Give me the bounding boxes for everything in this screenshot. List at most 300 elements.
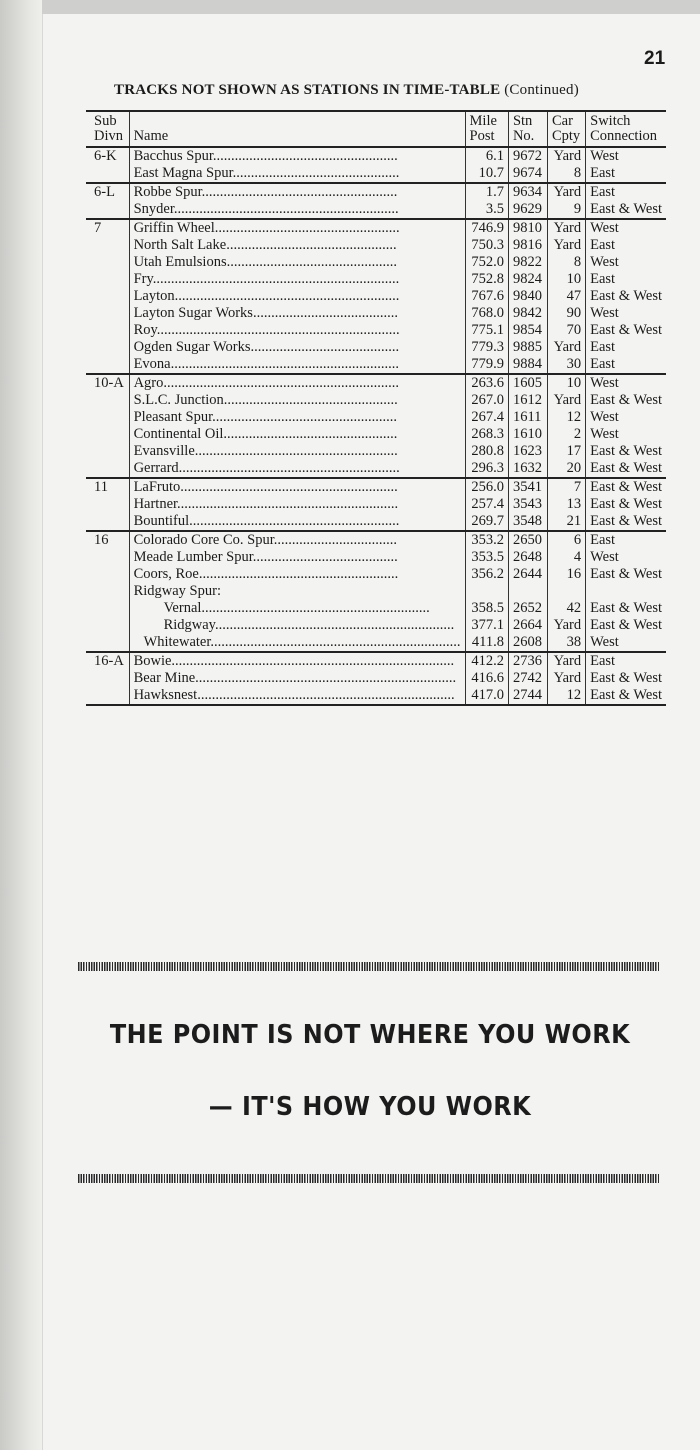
table-row bbox=[86, 271, 666, 288]
cell-car-cpty: Yard bbox=[547, 392, 585, 409]
track-name: Hawksnest bbox=[133, 687, 198, 703]
cell-car-cpty: 10 bbox=[547, 374, 585, 392]
cell-stn-no: 9822 bbox=[508, 254, 547, 271]
track-name: Whitewater bbox=[143, 634, 211, 650]
cell-mile-post: 280.8 bbox=[465, 443, 508, 460]
cell-stn-no: 9629 bbox=[508, 201, 547, 219]
cell-name bbox=[129, 460, 465, 478]
cell-mile-post: 263.6 bbox=[465, 374, 508, 392]
leader-dots: ............................................................... bbox=[170, 356, 399, 372]
cell-switch-connection: East bbox=[586, 271, 666, 288]
cell-switch-connection: East bbox=[586, 165, 666, 183]
table-row bbox=[86, 339, 666, 356]
track-name: Roy bbox=[133, 322, 157, 338]
cell-name bbox=[129, 305, 465, 322]
track-name: East Magna Spur bbox=[133, 165, 233, 181]
track-name: Ridgway bbox=[163, 617, 215, 633]
table-row bbox=[86, 443, 666, 460]
cell-stn-no: 9884 bbox=[508, 356, 547, 374]
cell-mile-post: 752.0 bbox=[465, 254, 508, 271]
track-name: Pleasant Spur bbox=[133, 409, 213, 425]
cell-mile-post: 356.2 bbox=[465, 566, 508, 583]
cell-mile-post: 1.7 bbox=[465, 183, 508, 201]
leader-dots: .............................................................. bbox=[174, 288, 400, 304]
track-name: Meade Lumber Spur bbox=[133, 549, 253, 565]
cell-car-cpty: 6 bbox=[547, 531, 585, 549]
cell-switch-connection: East & West bbox=[586, 600, 666, 617]
cell-mile-post: 767.6 bbox=[465, 288, 508, 305]
track-name: Bacchus Spur bbox=[133, 148, 213, 164]
cell-switch-connection: West bbox=[586, 634, 666, 652]
cell-mile-post: 353.2 bbox=[465, 531, 508, 549]
cell-sub-divn bbox=[86, 392, 129, 409]
cell-sub-divn: 10-A bbox=[86, 374, 129, 392]
track-name: Gerrard bbox=[133, 460, 179, 476]
table-row bbox=[86, 549, 666, 566]
cell-car-cpty: 2 bbox=[547, 426, 585, 443]
cell-name bbox=[129, 392, 465, 409]
table-row bbox=[86, 670, 666, 687]
table-row bbox=[86, 392, 666, 409]
cell-stn-no: 2608 bbox=[508, 634, 547, 652]
cell-car-cpty: 38 bbox=[547, 634, 585, 652]
leader-dots: ......................................... bbox=[250, 339, 400, 355]
cell-stn-no: 9810 bbox=[508, 219, 547, 237]
page-number: 21 bbox=[644, 48, 666, 69]
table-row bbox=[86, 288, 666, 305]
leader-dots: ............................................................ bbox=[180, 479, 398, 495]
cell-sub-divn bbox=[86, 426, 129, 443]
track-name: Snyder bbox=[133, 201, 174, 217]
cell-stn-no: 1610 bbox=[508, 426, 547, 443]
track-name: Utah Emulsions bbox=[133, 254, 227, 270]
cell-sub-divn bbox=[86, 409, 129, 426]
table-row bbox=[86, 583, 666, 600]
cell-car-cpty: Yard bbox=[547, 237, 585, 254]
cell-name bbox=[129, 254, 465, 271]
track-name: S.L.C. Junction bbox=[133, 392, 224, 408]
track-name: Agro bbox=[133, 375, 164, 391]
leader-dots: ....................................................................... bbox=[197, 687, 455, 703]
track-name: Ridgway Spur: bbox=[133, 583, 221, 599]
cell-switch-connection: East bbox=[586, 237, 666, 254]
cell-mile-post: 257.4 bbox=[465, 496, 508, 513]
cell-mile-post: 412.2 bbox=[465, 652, 508, 670]
cell-sub-divn bbox=[86, 288, 129, 305]
cell-name bbox=[129, 165, 465, 183]
track-name: Ogden Sugar Works bbox=[133, 339, 251, 355]
page-title bbox=[114, 82, 579, 99]
cell-car-cpty: 21 bbox=[547, 513, 585, 531]
cell-name bbox=[129, 443, 465, 460]
track-name: Vernal bbox=[163, 600, 202, 616]
tracks-table bbox=[86, 110, 666, 706]
cell-sub-divn bbox=[86, 687, 129, 705]
title-text: TRACKS NOT SHOWN AS STATIONS IN TIME-TABLE bbox=[114, 82, 501, 98]
table-row bbox=[86, 165, 666, 183]
track-name: Bear Mine bbox=[133, 670, 196, 686]
cell-stn-no: 1605 bbox=[508, 374, 547, 392]
cell-name bbox=[129, 201, 465, 219]
cell-sub-divn bbox=[86, 322, 129, 339]
leader-dots: .................................. bbox=[273, 532, 397, 548]
table-row bbox=[86, 183, 666, 201]
leader-dots: .............................................................................. bbox=[171, 653, 455, 669]
track-name: Evansville bbox=[133, 443, 195, 459]
cell-stn-no: 2736 bbox=[508, 652, 547, 670]
cell-sub-divn bbox=[86, 583, 129, 600]
cell-sub-divn bbox=[86, 670, 129, 687]
book-spine bbox=[0, 0, 42, 1450]
table-row bbox=[86, 356, 666, 374]
cell-switch-connection: East & West bbox=[586, 443, 666, 460]
table-row bbox=[86, 600, 666, 617]
cell-car-cpty: 20 bbox=[547, 460, 585, 478]
cell-switch-connection: West bbox=[586, 374, 666, 392]
leader-dots: ....................................................... bbox=[198, 566, 399, 582]
table-row bbox=[86, 617, 666, 634]
cell-car-cpty: 10 bbox=[547, 271, 585, 288]
cell-name bbox=[129, 237, 465, 254]
cell-switch-connection: East bbox=[586, 531, 666, 549]
table-row bbox=[86, 254, 666, 271]
cell-stn-no bbox=[508, 583, 547, 600]
cell-name bbox=[129, 687, 465, 705]
header-stn-no: Stn No. bbox=[508, 111, 547, 147]
cell-name bbox=[129, 549, 465, 566]
track-name: Bowie bbox=[133, 653, 172, 669]
track-name: Layton Sugar Works bbox=[133, 305, 253, 321]
cell-mile-post: 779.3 bbox=[465, 339, 508, 356]
cell-switch-connection: East & West bbox=[586, 566, 666, 583]
cell-sub-divn bbox=[86, 356, 129, 374]
track-name: Fry bbox=[133, 271, 153, 287]
header-mile-post: Mile Post bbox=[465, 111, 508, 147]
leader-dots: ................................................................... bbox=[156, 322, 400, 338]
cell-name bbox=[129, 566, 465, 583]
cell-name bbox=[129, 374, 465, 392]
track-name: Robbe Spur bbox=[133, 184, 202, 200]
cell-stn-no: 9840 bbox=[508, 288, 547, 305]
cell-stn-no: 3548 bbox=[508, 513, 547, 531]
cell-name bbox=[129, 183, 465, 201]
cell-car-cpty bbox=[547, 583, 585, 600]
cell-mile-post: 417.0 bbox=[465, 687, 508, 705]
cell-sub-divn bbox=[86, 271, 129, 288]
divider-rule-bottom bbox=[78, 1174, 660, 1183]
track-name: LaFruto bbox=[133, 479, 181, 495]
track-name: Colorado Core Co. Spur bbox=[133, 532, 274, 548]
cell-sub-divn: 6-K bbox=[86, 147, 129, 165]
table-row bbox=[86, 147, 666, 165]
cell-sub-divn bbox=[86, 305, 129, 322]
cell-car-cpty: 7 bbox=[547, 478, 585, 496]
cell-sub-divn bbox=[86, 201, 129, 219]
cell-car-cpty: 12 bbox=[547, 409, 585, 426]
table-row bbox=[86, 531, 666, 549]
track-name: Bountiful bbox=[133, 513, 190, 529]
slogan-line-2: — IT'S HOW YOU WORK bbox=[208, 1092, 532, 1122]
cell-sub-divn bbox=[86, 549, 129, 566]
leader-dots: ..................................................................... bbox=[210, 634, 461, 650]
cell-stn-no: 2644 bbox=[508, 566, 547, 583]
cell-switch-connection: East bbox=[586, 339, 666, 356]
cell-car-cpty: 30 bbox=[547, 356, 585, 374]
table-row bbox=[86, 426, 666, 443]
cell-stn-no: 2744 bbox=[508, 687, 547, 705]
cell-name bbox=[129, 531, 465, 549]
cell-sub-divn bbox=[86, 443, 129, 460]
cell-sub-divn: 11 bbox=[86, 478, 129, 496]
cell-switch-connection: East & West bbox=[586, 460, 666, 478]
track-name: Layton bbox=[133, 288, 175, 304]
cell-stn-no: 9634 bbox=[508, 183, 547, 201]
cell-sub-divn bbox=[86, 634, 129, 652]
cell-mile-post: 268.3 bbox=[465, 426, 508, 443]
cell-car-cpty: 47 bbox=[547, 288, 585, 305]
table-row bbox=[86, 634, 666, 652]
cell-stn-no: 2652 bbox=[508, 600, 547, 617]
cell-mile-post: 779.9 bbox=[465, 356, 508, 374]
cell-car-cpty: 9 bbox=[547, 201, 585, 219]
leader-dots: .......................................................... bbox=[189, 513, 400, 529]
cell-switch-connection: East & West bbox=[586, 513, 666, 531]
cell-switch-connection: East & West bbox=[586, 670, 666, 687]
cell-stn-no: 2650 bbox=[508, 531, 547, 549]
leader-dots: ................................................... bbox=[212, 409, 397, 425]
cell-switch-connection: East bbox=[586, 183, 666, 201]
table-row bbox=[86, 478, 666, 496]
cell-mile-post: 750.3 bbox=[465, 237, 508, 254]
cell-name bbox=[129, 339, 465, 356]
leader-dots: ........................................ bbox=[252, 305, 398, 321]
cell-sub-divn: 16-A bbox=[86, 652, 129, 670]
cell-switch-connection: East & West bbox=[586, 288, 666, 305]
cell-switch-connection: West bbox=[586, 147, 666, 165]
table-row bbox=[86, 652, 666, 670]
leader-dots: ................................................... bbox=[212, 148, 398, 164]
cell-stn-no: 9885 bbox=[508, 339, 547, 356]
cell-name bbox=[129, 426, 465, 443]
cell-car-cpty: Yard bbox=[547, 652, 585, 670]
cell-switch-connection: East bbox=[586, 356, 666, 374]
cell-sub-divn bbox=[86, 600, 129, 617]
table-row bbox=[86, 687, 666, 705]
cell-car-cpty: 16 bbox=[547, 566, 585, 583]
cell-sub-divn bbox=[86, 496, 129, 513]
cell-sub-divn bbox=[86, 513, 129, 531]
cell-stn-no: 3543 bbox=[508, 496, 547, 513]
cell-mile-post: 768.0 bbox=[465, 305, 508, 322]
cell-switch-connection: East & West bbox=[586, 201, 666, 219]
track-name: Continental Oil bbox=[133, 426, 224, 442]
cell-car-cpty: 4 bbox=[547, 549, 585, 566]
leader-dots: .............................................................. bbox=[173, 201, 399, 217]
cell-stn-no: 9854 bbox=[508, 322, 547, 339]
cell-sub-divn bbox=[86, 339, 129, 356]
cell-stn-no: 9842 bbox=[508, 305, 547, 322]
cell-stn-no: 9816 bbox=[508, 237, 547, 254]
cell-car-cpty: Yard bbox=[547, 147, 585, 165]
leader-dots: .............................................. bbox=[232, 165, 400, 181]
cell-mile-post: 256.0 bbox=[465, 478, 508, 496]
cell-sub-divn bbox=[86, 254, 129, 271]
cell-name bbox=[129, 583, 465, 600]
cell-name bbox=[129, 652, 465, 670]
cell-name bbox=[129, 147, 465, 165]
cell-car-cpty: 8 bbox=[547, 165, 585, 183]
cell-name bbox=[129, 478, 465, 496]
cell-switch-connection: West bbox=[586, 426, 666, 443]
track-name: Griffin Wheel bbox=[133, 220, 215, 236]
cell-stn-no: 9824 bbox=[508, 271, 547, 288]
cell-name bbox=[129, 496, 465, 513]
table-row bbox=[86, 305, 666, 322]
cell-mile-post: 3.5 bbox=[465, 201, 508, 219]
cell-name bbox=[129, 409, 465, 426]
cell-car-cpty: 90 bbox=[547, 305, 585, 322]
table-row bbox=[86, 409, 666, 426]
cell-switch-connection: East & West bbox=[586, 496, 666, 513]
cell-car-cpty: 12 bbox=[547, 687, 585, 705]
leader-dots: ................................................ bbox=[223, 426, 398, 442]
table-row bbox=[86, 374, 666, 392]
cell-mile-post bbox=[465, 583, 508, 600]
cell-name bbox=[129, 219, 465, 237]
cell-switch-connection: West bbox=[586, 305, 666, 322]
cell-name bbox=[129, 634, 465, 652]
cell-switch-connection: East bbox=[586, 652, 666, 670]
cell-mile-post: 416.6 bbox=[465, 670, 508, 687]
cell-mile-post: 269.7 bbox=[465, 513, 508, 531]
cell-mile-post: 10.7 bbox=[465, 165, 508, 183]
leader-dots: ................................................................. bbox=[163, 375, 399, 391]
cell-car-cpty: 13 bbox=[547, 496, 585, 513]
cell-stn-no: 2664 bbox=[508, 617, 547, 634]
cell-car-cpty: 42 bbox=[547, 600, 585, 617]
cell-mile-post: 296.3 bbox=[465, 460, 508, 478]
leader-dots: .................................................................... bbox=[152, 271, 400, 287]
table-row bbox=[86, 322, 666, 339]
cell-name bbox=[129, 670, 465, 687]
cell-stn-no: 9674 bbox=[508, 165, 547, 183]
cell-mile-post: 267.4 bbox=[465, 409, 508, 426]
cell-sub-divn bbox=[86, 237, 129, 254]
cell-mile-post: 353.5 bbox=[465, 549, 508, 566]
leader-dots: ............................................... bbox=[226, 254, 397, 270]
leader-dots: ...................................................... bbox=[201, 184, 398, 200]
cell-stn-no: 1612 bbox=[508, 392, 547, 409]
header-car-cpty: Car Cpty bbox=[547, 111, 585, 147]
cell-sub-divn bbox=[86, 566, 129, 583]
cell-name bbox=[129, 617, 465, 634]
cell-name bbox=[129, 513, 465, 531]
divider-rule-top bbox=[78, 962, 660, 971]
cell-car-cpty: Yard bbox=[547, 617, 585, 634]
cell-mile-post: 752.8 bbox=[465, 271, 508, 288]
leader-dots: ................................................ bbox=[223, 392, 398, 408]
cell-car-cpty: Yard bbox=[547, 670, 585, 687]
track-name: Hartner bbox=[133, 496, 178, 512]
cell-mile-post: 358.5 bbox=[465, 600, 508, 617]
cell-switch-connection: West bbox=[586, 409, 666, 426]
table-row bbox=[86, 460, 666, 478]
leader-dots: ............................................................... bbox=[201, 600, 430, 616]
cell-mile-post: 411.8 bbox=[465, 634, 508, 652]
cell-switch-connection: West bbox=[586, 219, 666, 237]
cell-car-cpty: 8 bbox=[547, 254, 585, 271]
leader-dots: ........................................................................ bbox=[195, 670, 457, 686]
cell-mile-post: 6.1 bbox=[465, 147, 508, 165]
cell-stn-no: 2648 bbox=[508, 549, 547, 566]
track-name: North Salt Lake bbox=[133, 237, 227, 253]
header-switch-connection: Switch Connection bbox=[586, 111, 666, 147]
cell-mile-post: 377.1 bbox=[465, 617, 508, 634]
title-suffix: (Continued) bbox=[504, 82, 579, 98]
cell-stn-no: 1632 bbox=[508, 460, 547, 478]
cell-car-cpty: 17 bbox=[547, 443, 585, 460]
header-name: Name bbox=[129, 111, 465, 147]
track-name: Evona bbox=[133, 356, 171, 372]
table-body bbox=[86, 147, 666, 705]
leader-dots: ................................................... bbox=[214, 220, 400, 236]
cell-mile-post: 746.9 bbox=[465, 219, 508, 237]
cell-car-cpty: Yard bbox=[547, 183, 585, 201]
cell-stn-no: 3541 bbox=[508, 478, 547, 496]
cell-sub-divn: 16 bbox=[86, 531, 129, 549]
table-row bbox=[86, 219, 666, 237]
cell-stn-no: 2742 bbox=[508, 670, 547, 687]
cell-name bbox=[129, 271, 465, 288]
cell-sub-divn: 6-L bbox=[86, 183, 129, 201]
cell-sub-divn bbox=[86, 460, 129, 478]
table-row bbox=[86, 496, 666, 513]
cell-stn-no: 9672 bbox=[508, 147, 547, 165]
track-name: Coors, Roe bbox=[133, 566, 199, 582]
cell-name bbox=[129, 600, 465, 617]
cell-switch-connection: East & West bbox=[586, 687, 666, 705]
cell-sub-divn bbox=[86, 617, 129, 634]
cell-switch-connection: West bbox=[586, 549, 666, 566]
table-row bbox=[86, 201, 666, 219]
cell-name bbox=[129, 322, 465, 339]
slogan-line-1: THE POINT IS NOT WHERE YOU WORK bbox=[109, 1020, 631, 1050]
leader-dots: .................................................................. bbox=[214, 617, 455, 633]
leader-dots: ............................................................. bbox=[178, 460, 400, 476]
cell-name bbox=[129, 288, 465, 305]
cell-sub-divn bbox=[86, 165, 129, 183]
leader-dots: ............................................... bbox=[226, 237, 397, 253]
cell-car-cpty: Yard bbox=[547, 339, 585, 356]
leader-dots: ........................................ bbox=[252, 549, 398, 565]
leader-dots: ........................................................ bbox=[194, 443, 398, 459]
cell-switch-connection: East & West bbox=[586, 617, 666, 634]
cell-stn-no: 1623 bbox=[508, 443, 547, 460]
cell-switch-connection: East & West bbox=[586, 478, 666, 496]
table-row bbox=[86, 237, 666, 254]
cell-stn-no: 1611 bbox=[508, 409, 547, 426]
table-row bbox=[86, 566, 666, 583]
leader-dots: ............................................................. bbox=[177, 496, 399, 512]
cell-switch-connection bbox=[586, 583, 666, 600]
cell-switch-connection: East & West bbox=[586, 322, 666, 339]
cell-name bbox=[129, 356, 465, 374]
header-sub-divn: Sub Divn bbox=[86, 111, 129, 147]
cell-mile-post: 267.0 bbox=[465, 392, 508, 409]
cell-mile-post: 775.1 bbox=[465, 322, 508, 339]
cell-switch-connection: East & West bbox=[586, 392, 666, 409]
cell-switch-connection: West bbox=[586, 254, 666, 271]
